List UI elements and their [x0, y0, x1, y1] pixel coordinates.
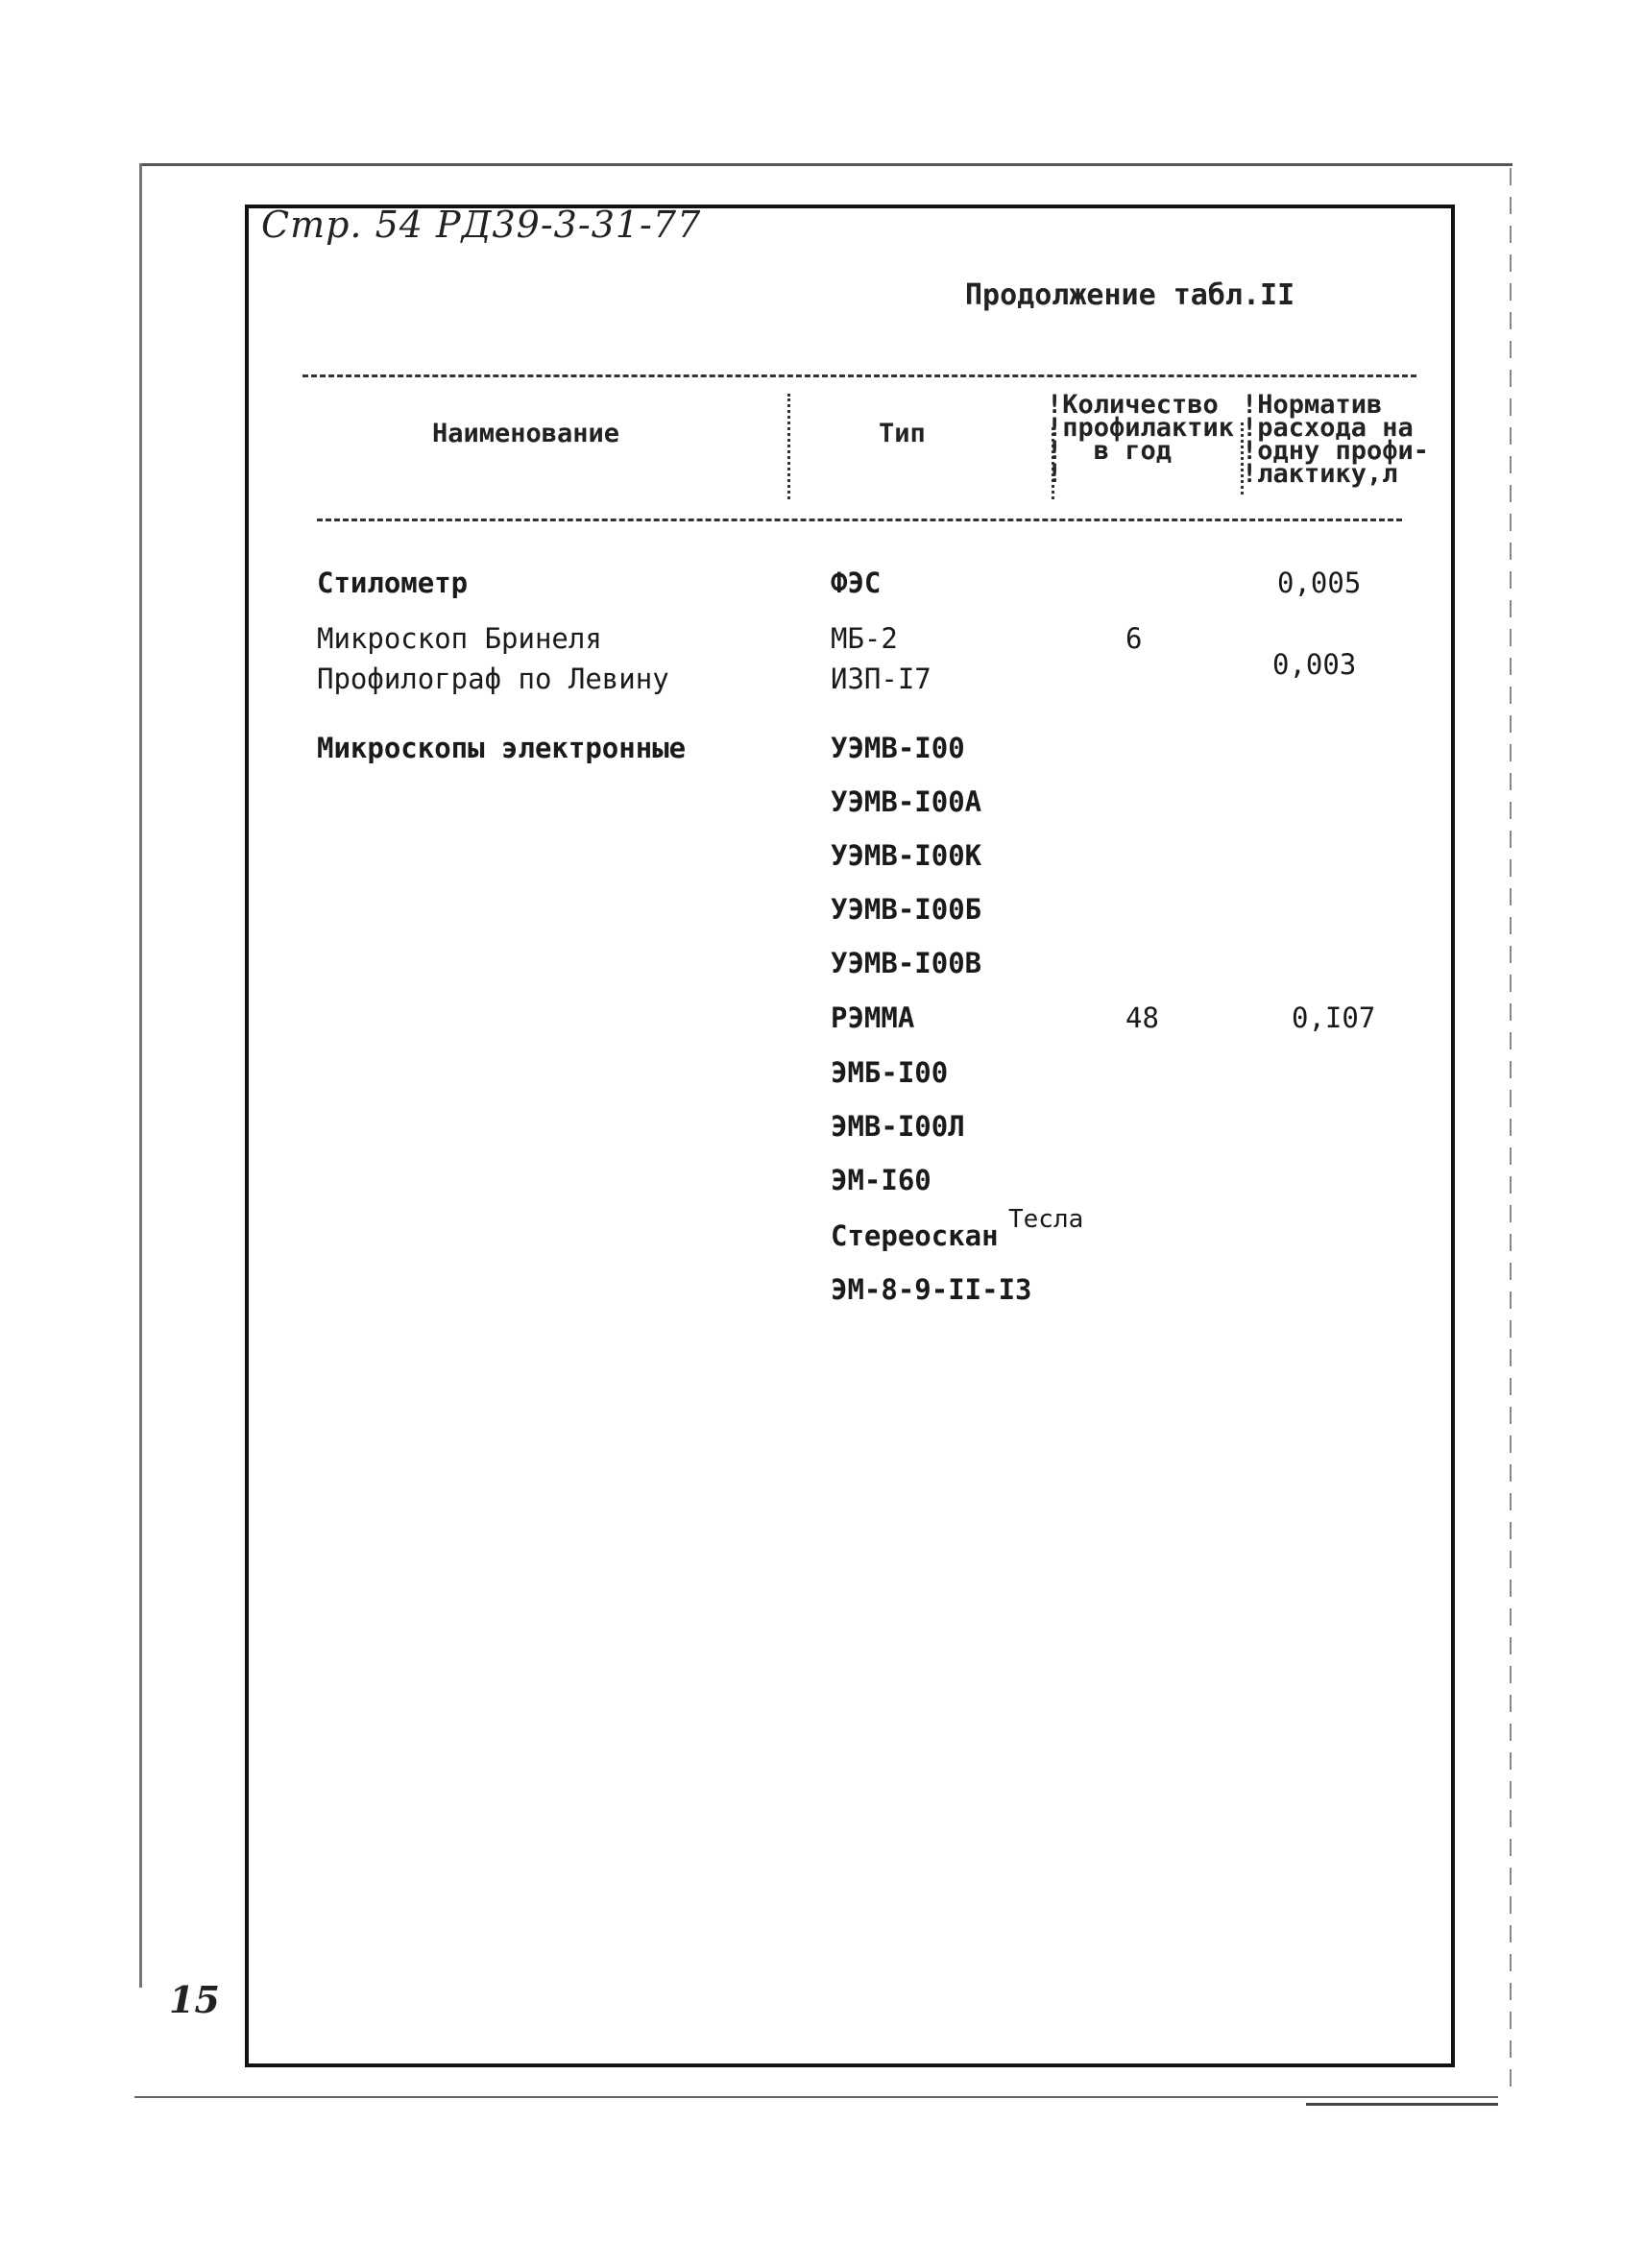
- row-type: УЭМВ-I00В: [831, 947, 982, 979]
- row-type: ИЗП-I7: [831, 663, 931, 695]
- row-name: Стилометр: [317, 567, 469, 599]
- page-edge-bottom-mark: [1306, 2103, 1498, 2106]
- margin-page-number: 15: [169, 1978, 220, 2021]
- page-stamp: Стр. 54 РД39-3-31-77: [261, 204, 702, 246]
- tesla-note: Тесла: [1008, 1205, 1084, 1234]
- row-name: Профилограф по Левину: [317, 663, 669, 695]
- page-edge-bottom: [134, 2096, 1498, 2098]
- row-type: ЭМ-I60: [831, 1164, 931, 1196]
- row-type: УЭМВ-I00: [831, 732, 965, 764]
- table-header-top-rule: [302, 374, 1416, 377]
- page-edge-top: [139, 163, 1512, 166]
- row-type: УЭМВ-I00Б: [831, 893, 982, 926]
- row-type: ЭМВ-I00Л: [831, 1110, 965, 1143]
- row-quantity: 48: [1125, 1001, 1159, 1034]
- page-edge-right: [1510, 168, 1512, 2098]
- header-quantity: !Количество !профилактик ! в год !: [1047, 390, 1235, 489]
- column-separator: [787, 394, 790, 499]
- row-type: ФЭС: [831, 567, 882, 599]
- row-type: РЭММА: [831, 1001, 915, 1034]
- header-type: Тип: [879, 419, 926, 448]
- row-name: Микроскоп Бринеля: [317, 622, 602, 655]
- row-norm: 0,003: [1272, 648, 1357, 681]
- row-norm: 0,005: [1277, 567, 1362, 599]
- row-type: ЭМ-8-9-II-I3: [831, 1273, 1032, 1306]
- table-header-bottom-rule: [317, 519, 1402, 521]
- row-type: МБ-2: [831, 622, 898, 655]
- row-norm: 0,I07: [1292, 1001, 1376, 1034]
- row-name: Микроскопы электронные: [317, 732, 687, 764]
- row-type: УЭМВ-I00К: [831, 839, 982, 872]
- row-type: УЭМВ-I00А: [831, 785, 982, 818]
- header-name: Наименование: [432, 419, 620, 448]
- page-edge-left: [139, 163, 142, 1988]
- table-continuation-title: Продолжение табл.II: [965, 278, 1295, 312]
- row-quantity: 6: [1125, 622, 1143, 655]
- header-norm: !Норматив !расхода на !одну профи- !лактику,л: [1242, 390, 1430, 489]
- row-type: Стереоскан: [831, 1219, 999, 1252]
- row-type: ЭМБ-I00: [831, 1056, 949, 1089]
